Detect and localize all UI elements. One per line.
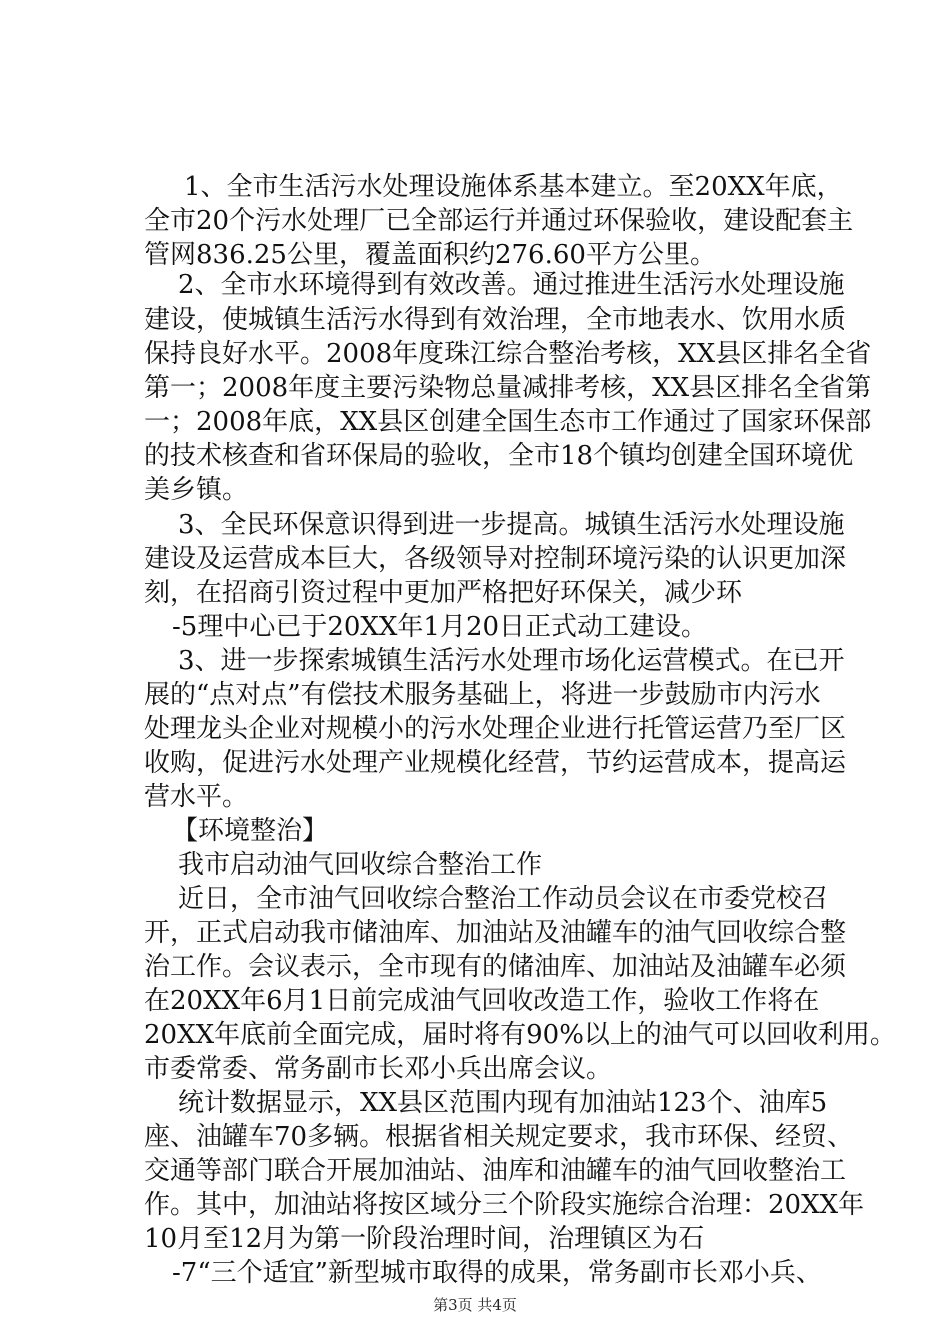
text-line: -7“三个适宜”新型城市取得的成果，常务副市长邓小兵、 xyxy=(172,1258,822,1288)
text-line: 建设，使城镇生活污水得到有效治理，全市地表水、饮用水质 xyxy=(144,305,847,335)
text-line: 收购，促进污水处理产业规模化经营，节约运营成本，提高运 xyxy=(144,748,847,778)
text-line: 保持良好水平。2008年度珠江综合整治考核，XX县区排名全省 xyxy=(144,339,872,369)
page-footer: 第3页 共4页 xyxy=(433,1296,517,1314)
text-line: 在20XX年6月1日前完成油气回收改造工作，验收工作将在 xyxy=(144,986,820,1016)
text-line: 10月至12月为第一阶段治理时间，治理镇区为石 xyxy=(144,1224,705,1254)
text-line: 1、全市生活污水处理设施体系基本建立。至20XX年底， xyxy=(184,172,843,202)
text-line: 一；2008年底，XX县区创建全国生态市工作通过了国家环保部 xyxy=(144,407,872,437)
text-line: 刻，在招商引资过程中更加严格把好环保关，减少环 xyxy=(144,578,743,608)
text-line: 营水平。 xyxy=(144,782,249,812)
text-line: 全市20个污水处理厂已全部运行并通过环保验收，建设配套主 xyxy=(144,206,854,236)
text-line: -5理中心已于20XX年1月20日正式动工建设。 xyxy=(172,612,708,642)
text-line: 管网836.25公里，覆盖面积约276.60平方公里。 xyxy=(144,240,716,270)
text-line: 交通等部门联合开展加油站、油库和油罐车的油气回收整治工 xyxy=(144,1156,847,1186)
text-line: 展的“点对点”有偿技术服务基础上，将进一步鼓励市内污水 xyxy=(144,680,821,710)
text-line: 第一；2008年度主要污染物总量减排考核，XX县区排名全省第 xyxy=(144,373,872,403)
text-line: 作。其中，加油站将按区域分三个阶段实施综合治理：20XX年 xyxy=(144,1190,865,1220)
text-line: 20XX年底前全面完成，届时将有90%以上的油气可以回收利用。 xyxy=(144,1020,896,1050)
text-line: 建设及运营成本巨大，各级领导对控制环境污染的认识更加深 xyxy=(144,544,847,574)
text-line: 处理龙头企业对规模小的污水处理企业进行托管运营乃至厂区 xyxy=(144,714,847,744)
text-line: 开，正式启动我市储油库、加油站及油罐车的油气回收综合整 xyxy=(144,918,847,948)
text-line: 3、全民环保意识得到进一步提高。城镇生活污水处理设施 xyxy=(178,510,845,540)
text-line: 近日，全市油气回收综合整治工作动员会议在市委党校召 xyxy=(178,884,829,914)
text-line: 座、油罐车70多辆。根据省相关规定要求，我市环保、经贸、 xyxy=(144,1122,854,1152)
text-line: 2、全市水环境得到有效改善。通过推进生活污水处理设施 xyxy=(178,270,845,300)
text-line: 市委常委、常务副市长邓小兵出席会议。 xyxy=(144,1054,613,1084)
text-line: 统计数据显示，XX县区范围内现有加油站123个、油库5 xyxy=(178,1088,828,1118)
article-title: 我市启动油气回收综合整治工作 xyxy=(178,850,543,880)
text-line: 3、进一步探索城镇生活污水处理市场化运营模式。在已开 xyxy=(178,646,845,676)
text-line: 治工作。会议表示，全市现有的储油库、加油站及油罐车必须 xyxy=(144,952,847,982)
text-line: 的技术核查和省环保局的验收，全市18个镇均创建全国环境优 xyxy=(144,441,854,471)
section-heading: 【环境整治】 xyxy=(172,816,329,846)
text-line: 美乡镇。 xyxy=(144,475,249,505)
